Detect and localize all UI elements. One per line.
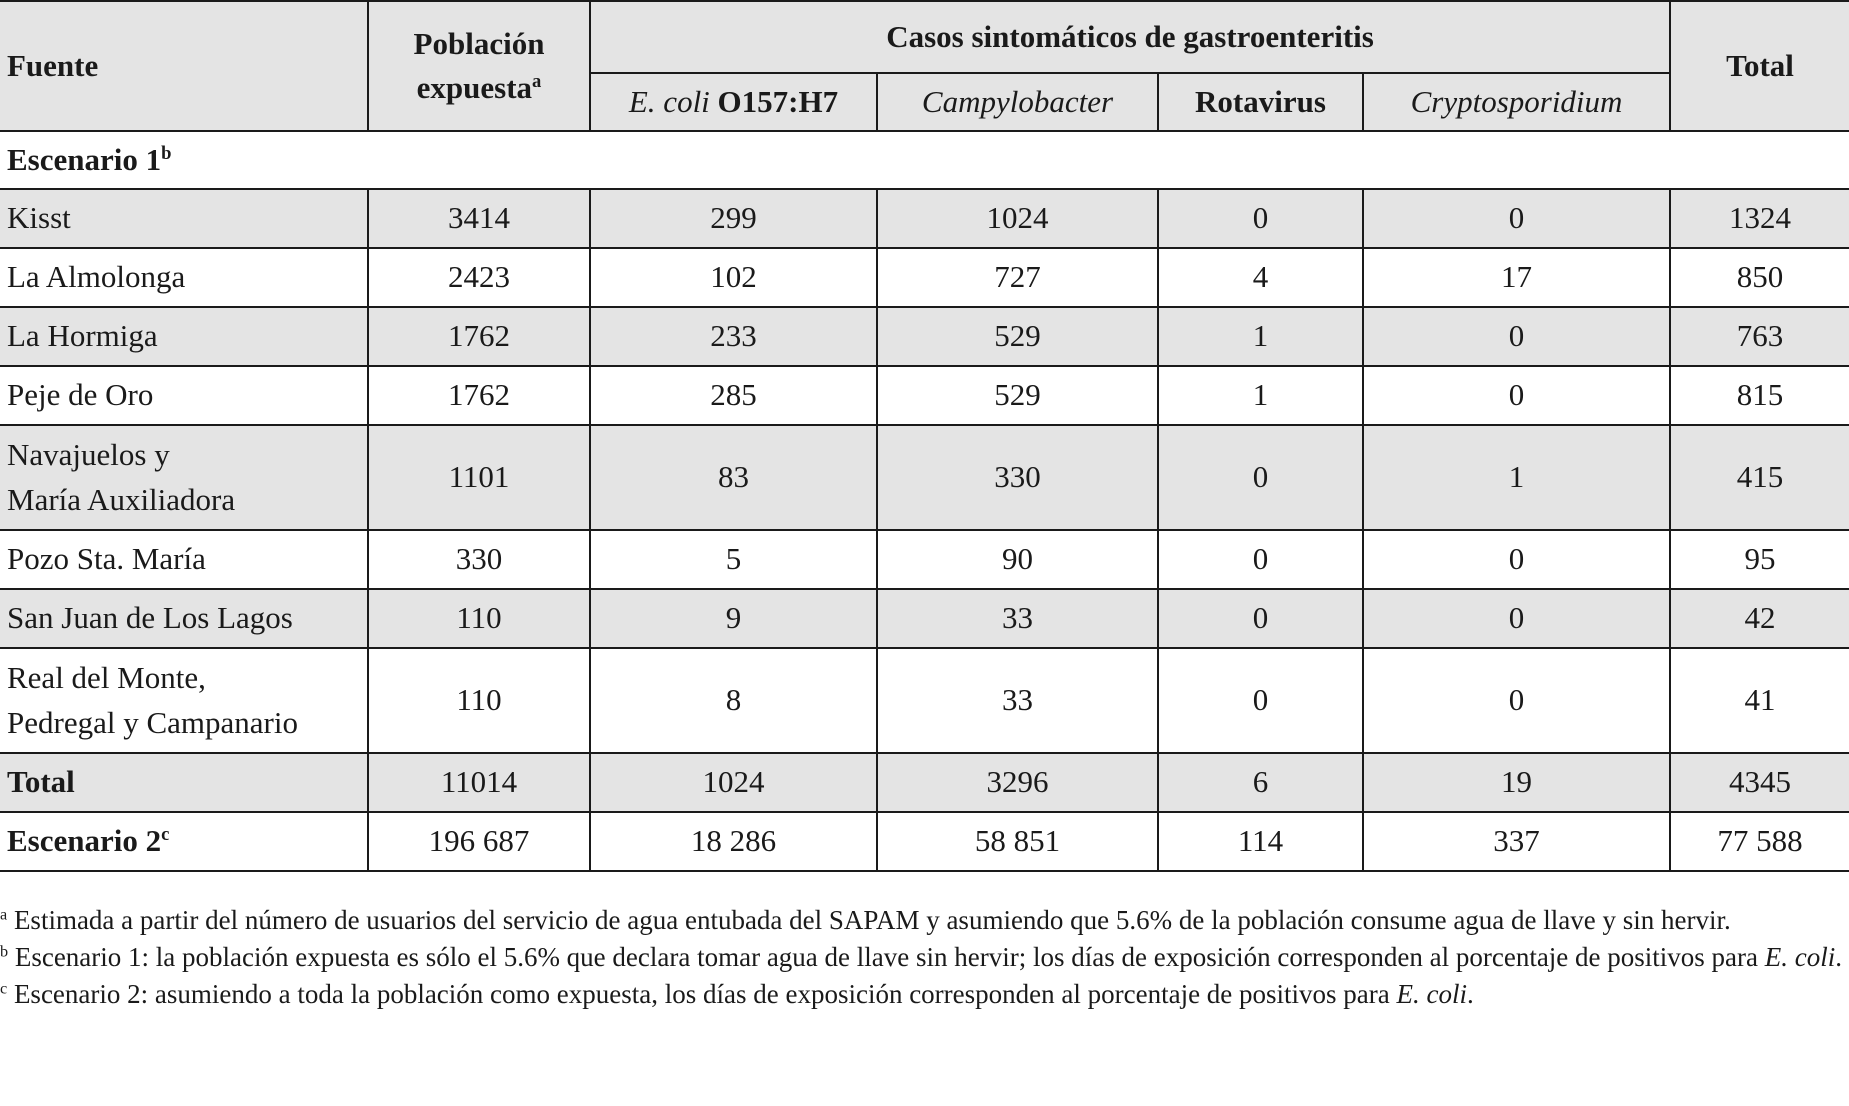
header-poblacion xyxy=(368,1,590,131)
scenario-2-rotavirus: 114 xyxy=(1158,812,1363,871)
header-ecoli-species: E. coli xyxy=(628,83,710,119)
table-row xyxy=(0,307,1849,366)
cell-poblacion: 330 xyxy=(368,530,590,589)
total-rotavirus: 6 xyxy=(1158,753,1363,812)
cell-cryptosporidium: 0 xyxy=(1363,366,1670,425)
table-row xyxy=(0,425,1849,530)
cell-rotavirus: 1 xyxy=(1158,366,1363,425)
cell-campylobacter: 1024 xyxy=(877,189,1158,248)
header-cryptosporidium: Cryptosporidium xyxy=(1363,73,1670,131)
cell-fuente: Peje de Oro xyxy=(0,366,368,425)
footnote-a xyxy=(0,902,1849,939)
footnote-marker-a: a xyxy=(532,70,542,92)
footnote-b-marker: b xyxy=(0,942,9,961)
total-row xyxy=(0,753,1849,812)
cell-cryptosporidium: 0 xyxy=(1363,589,1670,648)
cell-fuente: Kisst xyxy=(0,189,368,248)
cell-ecoli: 285 xyxy=(590,366,877,425)
scenario-2-label xyxy=(0,812,368,871)
footnote-marker-c: c xyxy=(161,824,170,846)
total-campylobacter: 3296 xyxy=(877,753,1158,812)
cell-cryptosporidium: 1 xyxy=(1363,425,1670,530)
cell-campylobacter: 529 xyxy=(877,366,1158,425)
scenario-1-text: Escenario 1 xyxy=(7,141,162,177)
cell-ecoli: 233 xyxy=(590,307,877,366)
cell-rotavirus: 0 xyxy=(1158,425,1363,530)
cell-fuente-line1: Navajuelos y xyxy=(7,437,170,473)
cell-total: 815 xyxy=(1670,366,1849,425)
cell-cryptosporidium: 0 xyxy=(1363,530,1670,589)
scenario-2-ecoli: 18 286 xyxy=(590,812,877,871)
cell-total: 850 xyxy=(1670,248,1849,307)
cell-rotavirus: 0 xyxy=(1158,589,1363,648)
cell-poblacion: 1762 xyxy=(368,366,590,425)
header-poblacion-line2: expuesta xyxy=(416,70,533,105)
scenario-2-row xyxy=(0,812,1849,871)
cell-ecoli: 5 xyxy=(590,530,877,589)
total-label: Total xyxy=(0,753,368,812)
header-ecoli-strain: O157:H7 xyxy=(709,83,839,119)
cell-ecoli: 299 xyxy=(590,189,877,248)
footnote-c xyxy=(0,976,1849,1013)
cell-ecoli: 8 xyxy=(590,648,877,753)
cell-ecoli: 9 xyxy=(590,589,877,648)
footnote-b-species: E. coli xyxy=(1764,942,1836,972)
cell-cryptosporidium: 17 xyxy=(1363,248,1670,307)
table-footnotes xyxy=(0,902,1849,1013)
scenario-2-cryptosporidium: 337 xyxy=(1363,812,1670,871)
table-row xyxy=(0,530,1849,589)
header-ecoli xyxy=(590,73,877,131)
table-row xyxy=(0,589,1849,648)
cell-fuente-line2: María Auxiliadora xyxy=(7,481,236,517)
cell-rotavirus: 1 xyxy=(1158,307,1363,366)
cell-ecoli: 102 xyxy=(590,248,877,307)
table-row xyxy=(0,648,1849,753)
scenario-1-row xyxy=(0,131,1849,189)
cell-total: 1324 xyxy=(1670,189,1849,248)
cell-fuente xyxy=(0,425,368,530)
cell-fuente: La Almolonga xyxy=(0,248,368,307)
cell-campylobacter: 529 xyxy=(877,307,1158,366)
cell-total: 41 xyxy=(1670,648,1849,753)
cell-poblacion: 110 xyxy=(368,648,590,753)
cell-rotavirus: 0 xyxy=(1158,648,1363,753)
cell-campylobacter: 727 xyxy=(877,248,1158,307)
scenario-2-poblacion: 196 687 xyxy=(368,812,590,871)
cell-rotavirus: 0 xyxy=(1158,189,1363,248)
cell-total: 763 xyxy=(1670,307,1849,366)
header-casos-group: Casos sintomáticos de gastroenteritis xyxy=(590,1,1670,73)
cell-total: 95 xyxy=(1670,530,1849,589)
cell-cryptosporidium: 0 xyxy=(1363,189,1670,248)
cell-campylobacter: 33 xyxy=(877,589,1158,648)
footnote-c-species: E. coli xyxy=(1396,979,1467,1009)
cell-poblacion: 2423 xyxy=(368,248,590,307)
cell-poblacion: 1101 xyxy=(368,425,590,530)
footnote-marker-b: b xyxy=(161,142,172,164)
cell-fuente: San Juan de Los Lagos xyxy=(0,589,368,648)
table-header xyxy=(0,1,1849,131)
header-fuente: Fuente xyxy=(0,1,368,131)
footnote-c-text: Escenario 2: asumiendo a toda la población como expuesta, los días de exposición corresponden al porcentaje de positivos para xyxy=(7,979,1397,1009)
footnote-c-marker: c xyxy=(0,979,8,998)
header-campylobacter: Campylobacter xyxy=(877,73,1158,131)
total-cryptosporidium: 19 xyxy=(1363,753,1670,812)
cell-fuente-line1: Real del Monte, xyxy=(7,660,206,696)
cell-fuente-line2: Pedregal y Campanario xyxy=(7,704,298,740)
header-poblacion-line1: Población xyxy=(413,25,545,61)
cell-poblacion: 1762 xyxy=(368,307,590,366)
cell-rotavirus: 4 xyxy=(1158,248,1363,307)
cell-ecoli: 83 xyxy=(590,425,877,530)
table-body xyxy=(0,131,1849,871)
scenario-1-label xyxy=(0,131,1849,189)
total-total: 4345 xyxy=(1670,753,1849,812)
cell-poblacion: 3414 xyxy=(368,189,590,248)
total-ecoli: 1024 xyxy=(590,753,877,812)
scenario-2-campylobacter: 58 851 xyxy=(877,812,1158,871)
cell-fuente: Pozo Sta. María xyxy=(0,530,368,589)
cell-cryptosporidium: 0 xyxy=(1363,307,1670,366)
table-row xyxy=(0,189,1849,248)
footnote-c-end: . xyxy=(1467,979,1474,1009)
scenario-2-text: Escenario 2 xyxy=(7,823,162,859)
cell-total: 415 xyxy=(1670,425,1849,530)
cell-fuente: La Hormiga xyxy=(0,307,368,366)
cell-total: 42 xyxy=(1670,589,1849,648)
cell-cryptosporidium: 0 xyxy=(1363,648,1670,753)
footnote-b-text: Escenario 1: la población expuesta es sólo el 5.6% que declara tomar agua de llave sin hervir; los días de exposición corresponden al porcentaje de positivos para xyxy=(8,942,1765,972)
footnote-a-text: Estimada a partir del número de usuarios del servicio de agua entubada del SAPAM y asumiendo que 5.6% de la población consume agua de llave y sin hervir. xyxy=(7,905,1731,935)
header-rotavirus: Rotavirus xyxy=(1158,73,1363,131)
header-total: Total xyxy=(1670,1,1849,131)
total-poblacion: 11014 xyxy=(368,753,590,812)
footnote-a-marker: a xyxy=(0,905,8,924)
footnote-b-end: . xyxy=(1835,942,1842,972)
cell-poblacion: 110 xyxy=(368,589,590,648)
cell-fuente xyxy=(0,648,368,753)
cell-campylobacter: 90 xyxy=(877,530,1158,589)
scenario-2-total: 77 588 xyxy=(1670,812,1849,871)
cell-rotavirus: 0 xyxy=(1158,530,1363,589)
table-row xyxy=(0,248,1849,307)
cell-campylobacter: 330 xyxy=(877,425,1158,530)
table-row xyxy=(0,366,1849,425)
cell-campylobacter: 33 xyxy=(877,648,1158,753)
footnote-b xyxy=(0,939,1849,976)
